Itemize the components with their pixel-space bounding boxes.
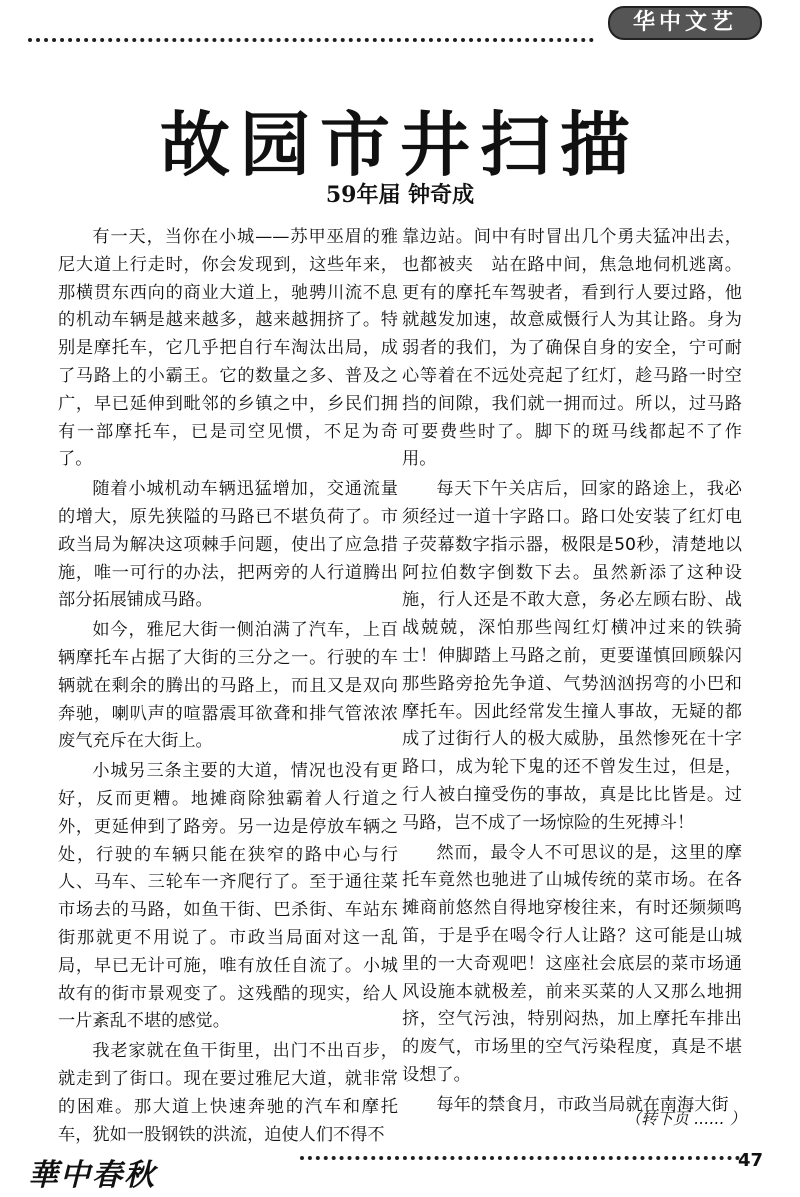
- paragraph-continued: 靠边站。间中有时冒出几个勇夫猛冲出去，也都被夹 站在路中间，焦急地伺机逃离。更有的摩托车驾驶者，看到行人要过路，他就越发加速，故意威慑行人为其让路。身为弱者的我们，为了确保自身的安全，宁可耐心等着在不远处亮起了红灯，趁马路一时空挡的间隙，我们就一拥而过。所以，过马路可要费些时了。脚下的斑马线都起不了作用。: [402, 227, 742, 470]
- bottom-dotted-rule: [300, 1156, 740, 1160]
- article-title: 故园市井扫描: [160, 104, 640, 186]
- paragraph: 小城另三条主要的大道，情况也没有更好，反而更糟。地摊商除独霸着人行道之外，更延伸到了路旁。另一边是停放车辆之处，行驶的车辆只能在狭窄的路中心与行人、马车、三轮车一齐爬行了。至于通往菜市场去的马路，如鱼干街、巴杀街、车站东街那就更不用说了。市政当局面对这一乱局，早已无计可施，唯有放任自流了。小城故有的街市景观变了。这残酷的现实，给人一片紊乱不堪的感觉。: [58, 761, 398, 1032]
- article-byline: 59年届 钟奇成: [325, 182, 475, 208]
- section-badge: [598, 0, 770, 42]
- left-column: [58, 224, 398, 1151]
- paragraph: 有一天，当你在小城——苏甲巫眉的雅尼大道上行走时，你会发现到，这些年来，那横贯东西向的商业大道上，驰骋川流不息的机动车辆是越来越多，越来越拥挤了。特别是摩托车，它几乎把自行车淘汰出局，成了马路上的小霸王。它的数量之多、普及之广，早已延伸到毗邻的乡镇之中，乡民们拥有一部摩托车，已是司空见惯，不足为奇了。: [58, 227, 398, 470]
- paragraph: 每年的禁食月，市政当局就在南海大街: [436, 1094, 729, 1115]
- paragraph: 随着小城机动车辆迅猛增加，交通流量的增大，原先狭隘的马路已不堪负荷了。市政当局为解决这项棘手问题，使出了应急措施，唯一可行的办法，把两旁的人行道腾出部分拓展铺成马路。: [58, 479, 398, 611]
- top-dotted-rule: [28, 38, 594, 42]
- section-badge-label: 华中文艺: [608, 6, 762, 40]
- paragraph: 每天下午关店后，回家的路途上，我必须经过一道十字路口。路口处安装了红灯电子荧幕数字指示器，极限是50秒，清楚地以阿拉伯数字倒数下去。虽然新添了这种设施，行人还是不敢大意，务必左顾右盼、战战兢兢，深怕那些闯红灯横冲过来的铁骑士！伸脚踏上马路之前，更要谨慎回顾躲闪那些路旁抢先争道、气势汹汹拐弯的小巴和摩托车。因此经常发生撞人事故，无疑的都成了过街行人的极大威胁，虽然惨死在十字路口，成为轮下鬼的还不曾发生过，但是，行人被白撞受伤的事故，真是比比皆是。过马路，岂不成了一场惊险的生死搏斗！: [402, 479, 742, 833]
- paragraph: 我老家就在鱼干街里，出门不出百步，就走到了街口。现在要过雅尼大道，就非常的困难。那大道上快速奔驰的汽车和摩托车，犹如一股钢铁的洪流，迫使人们不得不: [58, 1041, 398, 1145]
- magazine-logo: 華中春秋: [28, 1158, 156, 1193]
- paragraph: 然而，最令人不可思议的是，这里的摩托车竟然也驰进了山城传统的菜市场。在各摊商前悠然自得地穿梭往来，有时还频频鸣笛，于是乎在喝令行人让路？这可能是山城里的一大奇观吧！这座社会底层的菜市场通风设施本就极差，前来买菜的人又那么地拥挤，空气污浊，特别闷热，加上摩托车排出的废气，市场里的空气污染程度，真是不堪设想了。: [402, 842, 742, 1085]
- right-column: [402, 224, 742, 1122]
- continued-note: （转下页 ...... ）: [625, 1109, 746, 1128]
- page-number: 47: [738, 1150, 764, 1171]
- paragraph: 如今，雅尼大街一侧泊满了汽车，上百辆摩托车占据了大街的三分之一。行驶的车辆就在剩余的腾出的马路上，而且又是双向奔驰，喇叭声的喧嚣震耳欲聋和排气管浓浓废气充斥在大街上。: [58, 620, 398, 752]
